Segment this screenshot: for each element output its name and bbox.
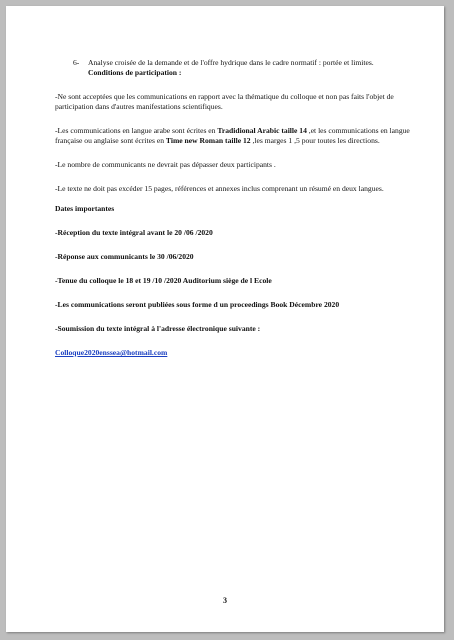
- date-item-3: -Tenue du colloque le 18 et 19 /10 /2020 Auditorium siège de l Ecole: [55, 276, 272, 285]
- arabic-font-spec: Tradidional Arabic taille 14: [217, 126, 307, 135]
- email-link[interactable]: Colloque2020enssea@hotmail.com: [55, 348, 168, 357]
- list-item-text: Analyse croisée de la demande et de l'offre hydrique dans le cadre normatif : portée et limites.: [88, 58, 374, 67]
- page-content: [55, 58, 410, 358]
- date-item-2: -Réponse aux communicants le 30 /06/2020: [55, 252, 194, 261]
- list-item-6: [55, 58, 410, 68]
- condition-paragraph-4: -Le texte ne doit pas excéder 15 pages, références et annexes inclus comprenant un résumé en deux langues.: [55, 184, 384, 193]
- conditions-heading: Conditions de participation :: [88, 68, 182, 77]
- condition-text: -Les communications en langue arabe sont écrites en: [55, 126, 218, 135]
- condition-paragraph-1: -Ne sont acceptées que les communications en rapport avec la thématique du colloque et non pas faits l'objet de participation dans d'autres manifestations scientifiques.: [55, 92, 394, 111]
- latin-font-spec: Time new Roman taille 12: [165, 136, 251, 145]
- date-item-5: -Soumission du texte intégral à l'adresse électronique suivante :: [55, 324, 261, 333]
- condition-paragraph-2: [55, 126, 410, 146]
- date-item-1: -Réception du texte intégral avant le 20 /06 /2020: [55, 228, 213, 237]
- email-paragraph: [55, 348, 410, 358]
- date-item-4: -Les communications seront publiées sous forme d un proceedings Book Décembre 2020: [55, 300, 340, 309]
- dates-heading: Dates importantes: [55, 204, 115, 213]
- condition-text: ,les marges 1 ,5 pour toutes les directions.: [250, 136, 380, 145]
- page-number: 3: [223, 596, 227, 605]
- condition-text: ,et les communications en langue française ou anglaise sont écrites en: [55, 126, 410, 145]
- condition-paragraph-3: -Le nombre de communicants ne devrait pas dépasser deux participants .: [55, 160, 276, 169]
- list-item-number: 6-: [73, 58, 80, 67]
- document-page: [6, 6, 444, 632]
